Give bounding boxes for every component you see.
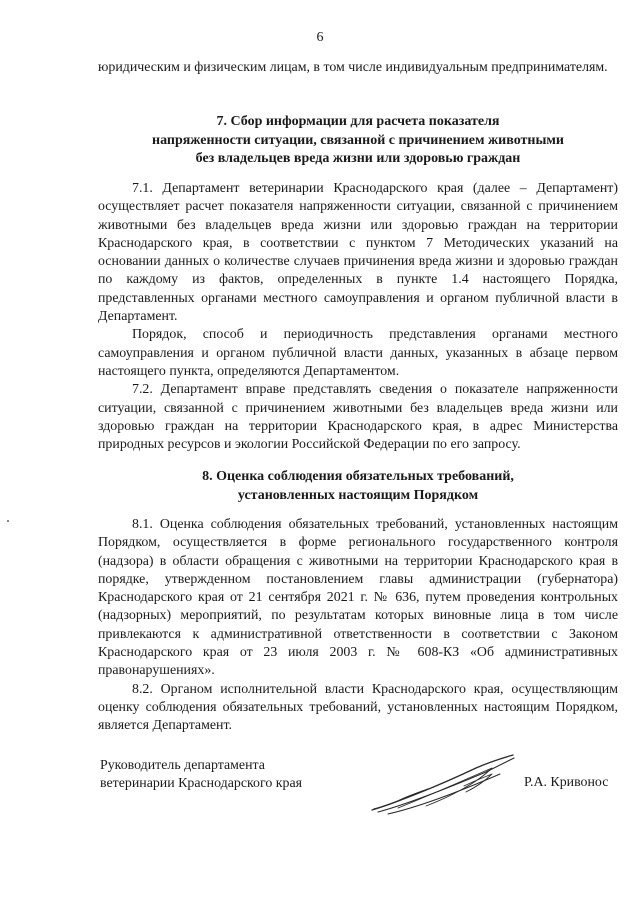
- paragraph-7-2: 7.2. Департамент вправе представлять сведения о показателе напряженности ситуации, связанной с причинением животными без владельцев вреда жизни или здоровью граждан на территории Краснодарского края, в адрес Министерства природных ресурсов и экологии Российской Федерации по его запросу.: [98, 382, 618, 453]
- paragraph-7-1-2: Порядок, способ и периодичность представления органами местного самоуправления и органом публичной власти данных, указанных в абзаце первом настоящего пункта, определяются Департаментом.: [98, 327, 618, 379]
- paragraph-8-2: 8.2. Органом исполнительной власти Краснодарского края, осуществляющим оценку соблюдения обязательных требований, установленных настоящим Порядком, является Департамент.: [98, 681, 618, 734]
- section-7-heading: [98, 113, 618, 169]
- paragraph-7-1: 7.1. Департамент ветеринарии Краснодарского края (далее – Департамент) осуществляет расчет показателя напряженности ситуации, связанной с причинением животными без владельцев вреда жизни или здоровью граждан на территории Краснодарского края, в соответствии с пунктом 7 Методических указаний на основании данных о количестве случаев причинения вреда жизни и здоровью граждан по каждому из фактов, определенных в пункте 1.4 настоящего Порядка, представленных органами местного самоуправления и органом публичной власти в Департамент.: [98, 181, 618, 325]
- handwritten-signature: [368, 752, 516, 816]
- section-8-body: [98, 516, 618, 736]
- section-8-heading: [98, 468, 618, 505]
- signatory-title: [100, 757, 302, 793]
- heading-line: 8. Оценка соблюдения обязательных требований,: [202, 469, 514, 484]
- section-7-body: [98, 180, 618, 454]
- signatory-name: Р.А. Кривонос: [524, 775, 609, 790]
- signatory-title-line: ветеринарии Краснодарского края: [100, 776, 303, 791]
- page-number: 6: [316, 30, 324, 45]
- paragraph-8-1: 8.1. Оценка соблюдения обязательных требований, установленных настоящим Порядком, осуществляется в форме регионального государственного контроля (надзора) в области обращения с животными на территории Краснодарского края в порядке, утвержденном постановлением главы администрации (губернатора) Краснодарского края от 21 сентября 2021 г. № 636, путем проведения контрольных (надзорных) мероприятий, по результатам которых виновные лица в том числе привлекаются к административной ответственности в соответствии с Законом Краснодарского края от 23 июля 2003 г. № 608-КЗ «Об административных правонарушениях».: [98, 517, 618, 679]
- signatory-title-line: Руководитель департамента: [100, 758, 265, 773]
- scan-artifact: [7, 520, 9, 522]
- heading-line: напряженности ситуации, связанной с причинением животными: [152, 132, 564, 148]
- heading-line: 7. Сбор информации для расчета показателя: [216, 114, 500, 129]
- heading-line: без владельцев вреда жизни или здоровью граждан: [195, 151, 521, 166]
- heading-line: установленных настоящим Порядком: [237, 487, 479, 503]
- intro-paragraph: юридическим и физическим лицам, в том числе индивидуальным предпринимателям.: [98, 60, 608, 75]
- intro-text-block: [98, 59, 618, 77]
